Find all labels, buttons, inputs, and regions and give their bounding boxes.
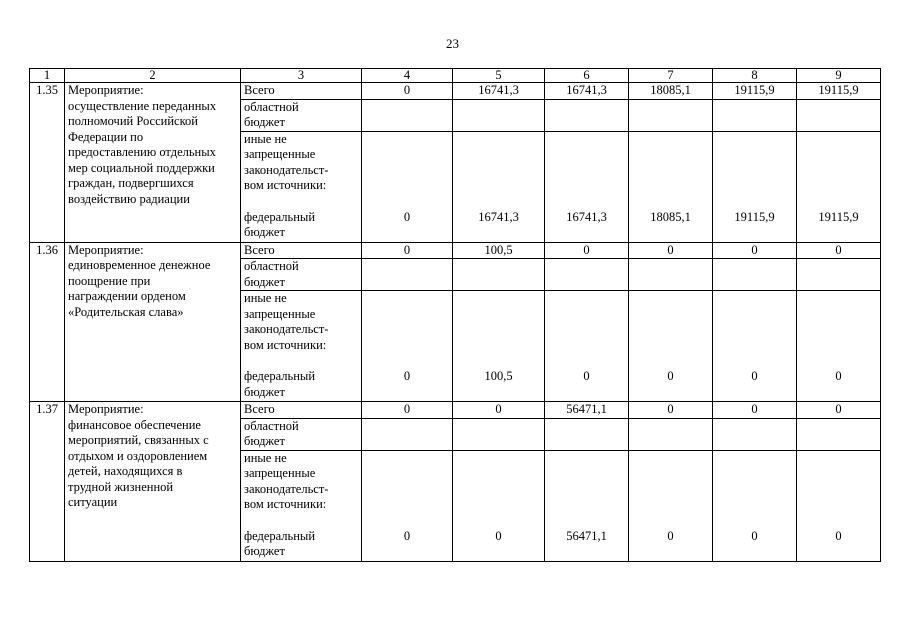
description-line: детей, находящихся в bbox=[68, 464, 183, 478]
label-line: запрещенные bbox=[244, 306, 316, 321]
value-wrap bbox=[548, 291, 625, 401]
other-sources-label bbox=[244, 132, 328, 194]
federal-value: 18085,1 bbox=[650, 209, 691, 224]
description-line: трудной жизненной bbox=[68, 479, 174, 494]
federal-value: 19115,9 bbox=[734, 209, 775, 224]
label-line: областной bbox=[244, 418, 299, 433]
federal-value: 0 bbox=[835, 369, 842, 383]
value-wrap bbox=[365, 132, 449, 242]
label-line: иные не bbox=[244, 291, 287, 305]
value-wrap bbox=[365, 451, 449, 561]
empty-cell bbox=[453, 418, 545, 450]
federal-value: 0 bbox=[495, 528, 502, 543]
total-value-cell: 16741,3 bbox=[453, 83, 545, 100]
federal-value: 16741,3 bbox=[478, 209, 519, 224]
empty-cell bbox=[545, 259, 629, 291]
label-line: федеральный bbox=[244, 369, 316, 383]
federal-value-cell bbox=[545, 450, 629, 561]
header-cell: 3 bbox=[241, 69, 362, 83]
value-wrap bbox=[800, 132, 877, 242]
federal-value-cell bbox=[713, 450, 797, 561]
total-value-cell: 0 bbox=[713, 242, 797, 259]
label-line: вом источники: bbox=[244, 337, 327, 352]
description-line: воздействию радиации bbox=[68, 191, 190, 206]
header-cell: 1 bbox=[30, 69, 65, 83]
empty-cell bbox=[362, 259, 453, 291]
label-line: запрещенные bbox=[244, 147, 316, 161]
value-wrap bbox=[800, 451, 877, 561]
federal-value: 0 bbox=[583, 369, 590, 383]
table-row-total bbox=[30, 242, 881, 259]
total-value-cell: 16741,3 bbox=[545, 83, 629, 100]
value-wrap bbox=[632, 132, 709, 242]
row-description bbox=[65, 242, 241, 402]
federal-value: 56471,1 bbox=[566, 528, 607, 543]
federal-value-cell bbox=[453, 131, 545, 242]
empty-cell bbox=[362, 418, 453, 450]
total-value-cell: 18085,1 bbox=[629, 83, 713, 100]
header-cell: 9 bbox=[797, 69, 881, 83]
label-line: федеральный bbox=[244, 209, 316, 224]
federal-value-cell bbox=[797, 450, 881, 561]
empty-cell bbox=[713, 418, 797, 450]
value-wrap bbox=[456, 132, 541, 242]
label-wrap bbox=[244, 451, 358, 561]
total-value-cell: 0 bbox=[362, 242, 453, 259]
value-wrap bbox=[800, 291, 877, 401]
empty-cell bbox=[629, 259, 713, 291]
row-number: 1.37 bbox=[30, 402, 65, 562]
row-description bbox=[65, 402, 241, 562]
total-value-cell: 0 bbox=[713, 402, 797, 419]
budget-table bbox=[29, 68, 881, 562]
federal-value-cell bbox=[797, 131, 881, 242]
federal-value: 0 bbox=[835, 528, 842, 543]
federal-value-cell bbox=[362, 450, 453, 561]
federal-budget-label bbox=[244, 529, 315, 560]
total-value-cell: 0 bbox=[362, 402, 453, 419]
header-cell: 5 bbox=[453, 69, 545, 83]
value-wrap bbox=[456, 291, 541, 401]
total-value-cell: 56471,1 bbox=[545, 402, 629, 419]
federal-value-cell bbox=[713, 131, 797, 242]
federal-value-cell bbox=[713, 291, 797, 402]
federal-value-cell bbox=[629, 131, 713, 242]
federal-value: 0 bbox=[751, 528, 758, 543]
regional-budget-label bbox=[241, 99, 362, 131]
federal-value-cell bbox=[453, 291, 545, 402]
value-wrap bbox=[548, 451, 625, 561]
label-line: законодательст- bbox=[244, 322, 329, 336]
label-line: бюджет bbox=[244, 115, 285, 129]
empty-cell bbox=[629, 99, 713, 131]
label-wrap bbox=[244, 132, 358, 242]
description-line: Мероприятие: bbox=[68, 83, 144, 97]
federal-budget-label-cell bbox=[241, 450, 362, 561]
description-line: единовременное денежное bbox=[68, 258, 211, 272]
value-wrap bbox=[716, 132, 793, 242]
description-line: финансовое обеспечение bbox=[68, 417, 201, 432]
value-wrap bbox=[548, 132, 625, 242]
description-line: мероприятий, связанных с bbox=[68, 433, 209, 447]
label-wrap bbox=[244, 291, 358, 401]
description-line: Мероприятие: bbox=[68, 402, 144, 416]
federal-value: 16741,3 bbox=[566, 209, 607, 224]
label-line: вом источники: bbox=[244, 178, 327, 192]
federal-value-cell bbox=[362, 131, 453, 242]
page-number: 23 bbox=[446, 36, 459, 51]
header-cell: 6 bbox=[545, 69, 629, 83]
federal-value-cell bbox=[629, 291, 713, 402]
empty-cell bbox=[453, 99, 545, 131]
total-value-cell: 0 bbox=[545, 242, 629, 259]
federal-value: 0 bbox=[667, 528, 674, 543]
total-value-cell: 0 bbox=[629, 402, 713, 419]
empty-cell bbox=[713, 259, 797, 291]
federal-value: 100,5 bbox=[484, 369, 513, 383]
total-value-cell: 0 bbox=[797, 402, 881, 419]
empty-cell bbox=[797, 259, 881, 291]
row-description bbox=[65, 83, 241, 243]
value-wrap bbox=[716, 291, 793, 401]
federal-value: 0 bbox=[751, 369, 758, 383]
federal-value-cell bbox=[545, 131, 629, 242]
federal-value: 19115,9 bbox=[818, 209, 859, 224]
label-line: бюджет bbox=[244, 544, 285, 558]
value-wrap bbox=[632, 451, 709, 561]
regional-budget-label bbox=[241, 259, 362, 291]
federal-budget-label bbox=[244, 210, 315, 241]
federal-value: 0 bbox=[403, 528, 411, 543]
federal-value: 0 bbox=[667, 369, 674, 383]
description-line: граждан, подвергшихся bbox=[68, 176, 194, 190]
label-line: бюджет bbox=[244, 384, 285, 399]
table-row-total bbox=[30, 402, 881, 419]
description-line: отдыхом и оздоровлением bbox=[68, 448, 208, 463]
header-cell: 4 bbox=[362, 69, 453, 83]
total-value-cell: 0 bbox=[362, 83, 453, 100]
description-line: мер социальной поддержки bbox=[68, 160, 215, 175]
label-line: областной bbox=[244, 99, 299, 114]
label-line: бюджет bbox=[244, 225, 285, 239]
label-line: иные не bbox=[244, 450, 287, 465]
row-number: 1.35 bbox=[30, 83, 65, 243]
empty-cell bbox=[545, 418, 629, 450]
label-line: областной bbox=[244, 259, 299, 273]
regional-budget-label bbox=[241, 418, 362, 450]
federal-budget-label-cell bbox=[241, 131, 362, 242]
total-label: Всего bbox=[241, 83, 362, 100]
table-row-total bbox=[30, 83, 881, 100]
value-wrap bbox=[716, 451, 793, 561]
federal-value-cell bbox=[629, 450, 713, 561]
total-label: Всего bbox=[241, 242, 362, 259]
federal-value-cell bbox=[797, 291, 881, 402]
description-line: «Родительская слава» bbox=[68, 304, 184, 319]
label-line: законодательст- bbox=[244, 162, 329, 177]
label-line: вом источники: bbox=[244, 497, 327, 511]
label-line: бюджет bbox=[244, 274, 285, 289]
label-line: бюджет bbox=[244, 434, 285, 448]
table-header-row bbox=[30, 69, 881, 83]
total-value-cell: 0 bbox=[797, 242, 881, 259]
description-line: Мероприятие: bbox=[68, 242, 144, 257]
federal-value-cell bbox=[362, 291, 453, 402]
value-wrap bbox=[456, 451, 541, 561]
empty-cell bbox=[713, 99, 797, 131]
federal-value: 0 bbox=[403, 209, 411, 224]
other-sources-label bbox=[244, 291, 328, 353]
total-label: Всего bbox=[241, 402, 362, 419]
other-sources-label bbox=[244, 451, 328, 513]
row-number: 1.36 bbox=[30, 242, 65, 402]
value-wrap bbox=[632, 291, 709, 401]
label-line: законодательст- bbox=[244, 481, 329, 496]
empty-cell bbox=[629, 418, 713, 450]
description-line: полномочий Российской bbox=[68, 114, 198, 128]
federal-value-cell bbox=[545, 291, 629, 402]
federal-budget-label-cell bbox=[241, 291, 362, 402]
header-cell: 7 bbox=[629, 69, 713, 83]
empty-cell bbox=[797, 418, 881, 450]
federal-budget-label bbox=[244, 369, 315, 400]
total-value-cell: 19115,9 bbox=[797, 83, 881, 100]
description-line: награждении орденом bbox=[68, 289, 186, 303]
header-cell: 2 bbox=[65, 69, 241, 83]
description-line: осуществление переданных bbox=[68, 98, 217, 113]
empty-cell bbox=[545, 99, 629, 131]
label-line: федеральный bbox=[244, 528, 316, 543]
empty-cell bbox=[797, 99, 881, 131]
federal-value: 0 bbox=[403, 369, 411, 383]
label-line: иные не bbox=[244, 131, 287, 146]
empty-cell bbox=[453, 259, 545, 291]
value-wrap bbox=[365, 291, 449, 401]
total-value-cell: 0 bbox=[629, 242, 713, 259]
federal-value-cell bbox=[453, 450, 545, 561]
label-line: запрещенные bbox=[244, 466, 316, 480]
header-cell: 8 bbox=[713, 69, 797, 83]
total-value-cell: 100,5 bbox=[453, 242, 545, 259]
description-line: ситуации bbox=[68, 495, 118, 509]
description-line: Федерации по bbox=[68, 129, 144, 144]
empty-cell bbox=[362, 99, 453, 131]
description-line: предоставлению отдельных bbox=[68, 145, 216, 159]
description-line: поощрение при bbox=[68, 273, 151, 288]
total-value-cell: 19115,9 bbox=[713, 83, 797, 100]
total-value-cell: 0 bbox=[453, 402, 545, 419]
